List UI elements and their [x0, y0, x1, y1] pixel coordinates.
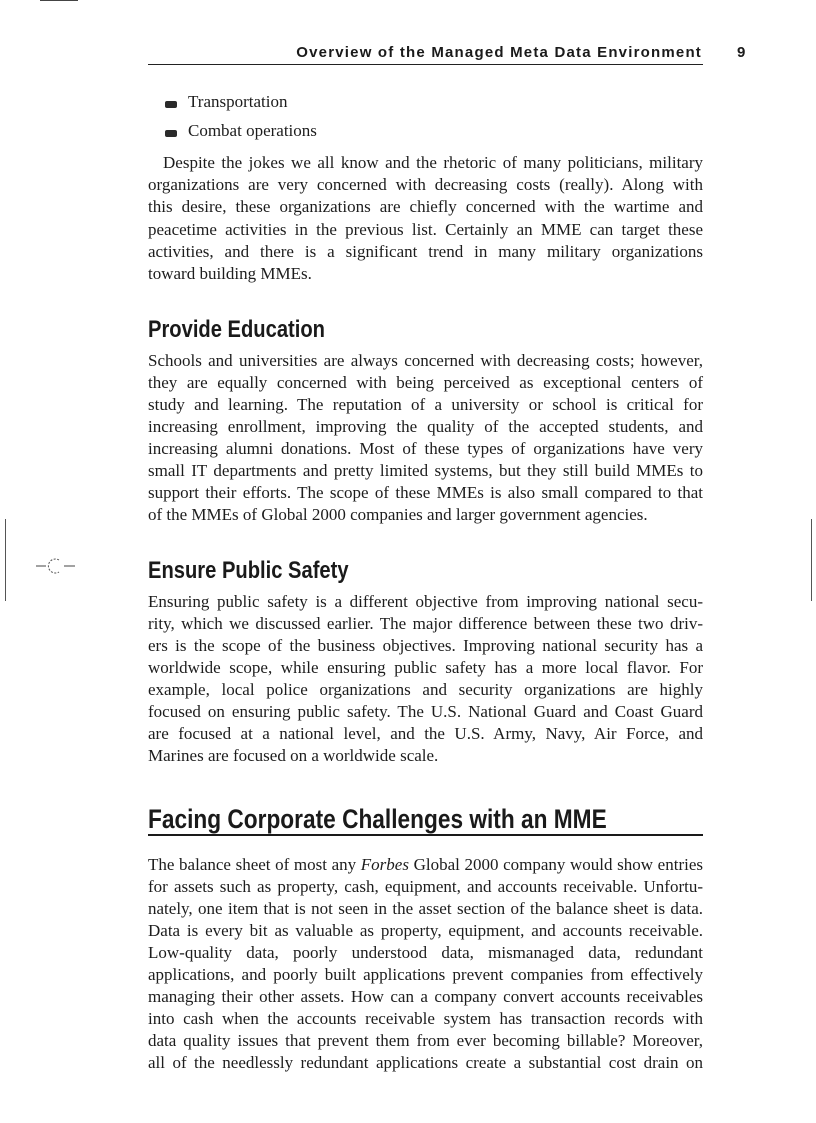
page-number: 9: [737, 44, 746, 61]
line-text: The balance sheet of most any: [148, 855, 361, 874]
paragraph-line: applications, and poorly built applications prevent companies from effectively: [148, 965, 703, 984]
paragraph-line: focused on ensuring public safety. The U.S. National Guard and Coast Guard: [148, 702, 703, 721]
crop-mark-right: [811, 519, 812, 601]
paragraph-line: Marines are focused on a worldwide scale.: [148, 746, 439, 765]
paragraph-line: worldwide scope, while ensuring public safety has a more local flavor. For: [148, 658, 703, 677]
paragraph-line: support their efforts. The scope of these MMEs is also small compared to that: [148, 483, 703, 502]
paragraph-line: activities, and there is a significant trend in many military organizations: [148, 241, 703, 261]
paragraph-line: increasing enrollment, improving the quality of the accepted students, and: [148, 417, 703, 436]
crop-mark-left: [5, 519, 6, 601]
paragraph-line: organizations are very concerned with decreasing costs (really). Along with: [148, 175, 703, 195]
paragraph-line: toward building MMEs.: [148, 263, 312, 283]
paragraph-line: of the MMEs of Global 2000 companies and larger government agencies.: [148, 505, 648, 524]
paragraph-line: Data is every bit as valuable as property, equipment, and accounts receivable.: [148, 921, 703, 940]
running-header-title: Overview of the Managed Meta Data Environment: [296, 44, 702, 61]
paragraph-line: ers is the scope of the business objectives. Improving national security has a: [148, 636, 703, 655]
heading-facing-corporate-challenges: Facing Corporate Challenges with an MME: [148, 804, 607, 834]
registration-mark-icon: [33, 555, 79, 577]
paragraph-line: all of the needlessly redundant applications create a substantial cost drain on: [148, 1053, 703, 1072]
bullet-text: Transportation: [188, 92, 288, 111]
paragraph-line: this desire, these organizations are chiefly concerned with the wartime and: [148, 197, 703, 217]
paragraph-line: they are equally concerned with being perceived as exceptional centers of: [148, 373, 703, 392]
paragraph-provide-education: [148, 350, 703, 526]
paragraph-line: peacetime activities in the previous list. Certainly an MME can target these: [148, 219, 703, 239]
major-heading-rule: [148, 834, 703, 836]
paragraph-line: Ensuring public safety is a different objective from improving national secu-: [148, 592, 703, 611]
paragraph-line: rity, which we discussed earlier. The major difference between these two driv-: [148, 614, 703, 633]
heading-ensure-public-safety: Ensure Public Safety: [148, 557, 349, 584]
paragraph-corporate-challenges: [148, 854, 703, 1074]
paragraph-line: data quality issues that prevent them from ever becoming billable? Moreover,: [148, 1031, 703, 1050]
paragraph-line: Low-quality data, poorly understood data, mismanaged data, redundant: [148, 943, 703, 962]
paragraph-line: into cash when the accounts receivable system has transaction records with: [148, 1009, 703, 1028]
italic-publication-name: Forbes: [360, 855, 409, 874]
paragraph-line: Despite the jokes we all know and the rhetoric of many politicians, military: [163, 153, 703, 172]
bullet-list: [188, 91, 688, 149]
paragraph-line: increasing alumni donations. Most of these types of organizations have very: [148, 439, 703, 458]
heading-provide-education: Provide Education: [148, 316, 325, 343]
line-text: Global 2000 company would show entries: [408, 855, 703, 874]
header-rule: [148, 64, 703, 65]
crop-mark-top: [40, 0, 78, 1]
paragraph-line: nately, one item that is not seen in the asset section of the balance sheet is data.: [148, 899, 703, 918]
bullet-marker-icon: [165, 130, 177, 137]
paragraph-line: [148, 854, 703, 876]
paragraph-line: managing their other assets. How can a company convert accounts receivables: [148, 987, 703, 1006]
paragraph-ensure-public-safety: [148, 591, 703, 767]
paragraph-line: for assets such as property, cash, equipment, and accounts receivable. Unfortu-: [148, 877, 703, 896]
paragraph-line: Schools and universities are always concerned with decreasing costs; however,: [148, 351, 703, 370]
paragraph-military-costs: [148, 152, 703, 285]
bullet-item: [188, 120, 688, 149]
paragraph-line: example, local police organizations and security organizations are highly: [148, 680, 703, 699]
paragraph-line: small IT departments and pretty limited systems, but they still build MMEs to: [148, 461, 703, 480]
paragraph-line: study and learning. The reputation of a university or school is critical for: [148, 395, 703, 414]
paragraph-line: are focused at a national level, and the U.S. Army, Navy, Air Force, and: [148, 724, 703, 743]
bullet-text: Combat operations: [188, 121, 317, 140]
bullet-item: [188, 91, 688, 120]
bullet-marker-icon: [165, 101, 177, 108]
